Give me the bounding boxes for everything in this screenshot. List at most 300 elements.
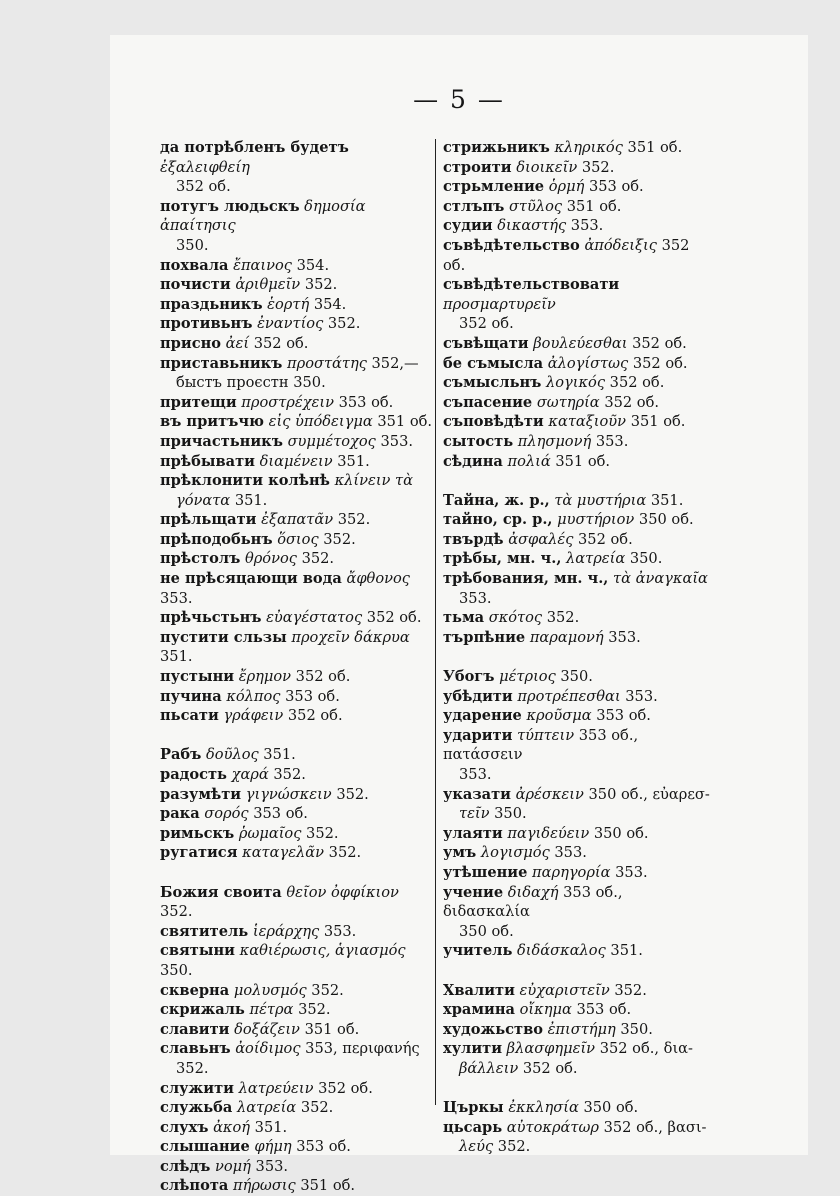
glossary-entry (160, 883, 434, 922)
headword: радость (160, 766, 227, 783)
greek-equivalent: μέτριος (499, 668, 556, 686)
greek-equivalent: ἀεί (225, 334, 250, 352)
page-reference: 352 об. (578, 530, 633, 548)
glossary-entry (443, 412, 713, 432)
headword: слухъ (160, 1118, 209, 1136)
glossary-entry (160, 510, 434, 530)
greek-equivalent: διδαχή (507, 883, 559, 901)
headword: пьсати (160, 707, 219, 725)
page-reference: 353 об. (588, 178, 644, 196)
headword: славити (160, 1020, 230, 1038)
page-reference: 352. (298, 1001, 331, 1019)
headword: ругатися (160, 844, 238, 862)
headword: причастьникъ (160, 432, 283, 450)
page-reference: 351 об. (304, 1020, 360, 1038)
page-reference: 352. (301, 550, 335, 568)
greek-equivalent: ἄφθονος (346, 570, 410, 588)
glossary-entry (160, 295, 434, 315)
page-reference: 352 об. (176, 178, 231, 196)
headword: твърдѣ (443, 530, 504, 548)
glossary-entry (443, 216, 713, 236)
glossary-entry (443, 530, 713, 550)
greek-equivalent: ὅσιος (277, 530, 319, 548)
greek-equivalent: φήμη (254, 1138, 292, 1156)
headword: скрижаль (160, 1001, 245, 1019)
greek-equivalent: προτρέπεσθαι (517, 687, 621, 705)
greek-equivalent: καταγελᾶν (242, 844, 325, 862)
greek-equivalent: διδάσκαλος (517, 942, 606, 960)
page-reference: 353 об. (596, 707, 651, 725)
glossary-entry (443, 863, 713, 883)
glossary-entry (443, 549, 713, 569)
page-reference: 351 об. (377, 413, 433, 431)
glossary-entry (160, 412, 434, 432)
greek-equivalent: οἴκημα (519, 1001, 572, 1019)
glossary-entry (160, 804, 434, 824)
page-reference: 350. (176, 236, 209, 254)
glossary-entry (443, 491, 713, 511)
glossary-entry (443, 354, 713, 374)
page-reference: 350. (560, 668, 593, 686)
glossary-entry (160, 608, 434, 628)
page-reference: 350. (620, 1020, 653, 1038)
greek-equivalent: τὰ ἀναγκαῖα (613, 570, 708, 588)
glossary-entry (160, 1079, 434, 1099)
greek-equivalent: ἐπιστήμη (547, 1020, 616, 1038)
greek-equivalent: λεύς (459, 1138, 494, 1156)
glossary-entry (443, 1039, 713, 1059)
entry-continuation (443, 314, 713, 334)
headword: търпѣние (443, 628, 526, 646)
headword: Рабъ (160, 746, 202, 764)
headword: бе съмысла (443, 354, 544, 372)
headword: учение (443, 883, 504, 901)
glossary-entry (443, 177, 713, 197)
greek-equivalent: εἰς ὑπόδειγμα (268, 413, 373, 431)
glossary-entry (160, 1020, 434, 1040)
greek-equivalent: τύπτειν (517, 726, 575, 744)
headword: похвала (160, 256, 229, 274)
page-reference: 352 об. (604, 393, 660, 411)
page-reference: 353 об., διδασκαλία (443, 883, 623, 921)
glossary-entry (160, 981, 434, 1001)
greek-equivalent: δοῦλος (206, 746, 259, 764)
page-reference: 351. (160, 648, 193, 666)
greek-equivalent: γόνατα (176, 491, 231, 509)
glossary-entry (443, 941, 713, 961)
greek-equivalent: πολιά (507, 452, 551, 470)
greek-equivalent: αὐτοκράτωρ (506, 1118, 599, 1136)
glossary-entry (160, 706, 434, 726)
greek-equivalent: δημοσία ἀπαίτησις (160, 197, 366, 235)
headword: противьнъ (160, 315, 253, 333)
greek-equivalent: κληρικός (554, 139, 623, 156)
page-reference: 353. (380, 432, 413, 450)
glossary-entry (160, 334, 434, 354)
page-reference: 350 об. (459, 922, 514, 940)
headword: слѣдъ (160, 1157, 211, 1175)
page-reference: 351 об. (630, 413, 686, 431)
glossary-entry (160, 1000, 434, 1020)
glossary-entry (160, 393, 434, 413)
glossary-entry (443, 667, 713, 687)
book-page (110, 35, 808, 1195)
greek-equivalent: τεῖν (459, 805, 490, 823)
headword: съповѣдѣти (443, 413, 544, 431)
page-reference: 354. (296, 256, 330, 274)
glossary-entry (160, 765, 434, 785)
greek-equivalent: ἔπαινος (233, 256, 292, 274)
greek-equivalent: ἀπόδειξις (584, 236, 657, 254)
page-reference: 354. (313, 295, 347, 313)
entry-continuation (160, 491, 434, 511)
page-reference: 352 об. (318, 1079, 373, 1097)
page-reference: 353 об. (253, 805, 308, 823)
glossary-entry (443, 608, 713, 628)
greek-equivalent: ἀριθμεῖν (235, 276, 301, 294)
glossary-entry (160, 452, 434, 472)
headword: ударити (443, 726, 513, 744)
greek-equivalent: ἀοίδιμος (235, 1040, 301, 1058)
headword: умъ (443, 844, 477, 862)
greek-equivalent: ῥωμαῖος (238, 824, 302, 842)
page-reference: 352 об. (522, 1059, 578, 1077)
glossary-entry (160, 354, 434, 374)
glossary-entry (160, 1176, 434, 1196)
headword: святыни (160, 942, 235, 960)
glossary-entry (443, 197, 713, 217)
headword: улаяти (443, 824, 503, 842)
headword: Тайна, ж. р., (443, 491, 550, 509)
page-reference: 353. (608, 628, 641, 646)
headword: притещи (160, 393, 237, 411)
headword: слышание (160, 1138, 250, 1156)
headword: да потрѣбленъ будетъ (160, 139, 349, 156)
page-reference: 350. (160, 961, 193, 979)
greek-equivalent: σκότος (488, 609, 543, 627)
glossary-entry (443, 883, 713, 922)
section-gap (443, 647, 713, 667)
headword: сѣдина (443, 452, 503, 470)
headword: пустити сльзы (160, 628, 287, 646)
headword: праздьникъ (160, 295, 263, 313)
headword: строити (443, 158, 512, 176)
headword: скверна (160, 981, 230, 999)
glossary-entry (443, 628, 713, 648)
page-reference: 352. (336, 785, 369, 803)
entry-continuation (443, 1059, 713, 1079)
glossary-entry (443, 275, 713, 314)
page-reference: 352. (581, 158, 615, 176)
headword: Хвалити (443, 981, 515, 999)
greek-equivalent: δικαστής (497, 217, 567, 235)
entry-continuation (160, 1059, 434, 1079)
greek-equivalent: κροῦσμα (526, 707, 592, 725)
page-reference: 352 об. (443, 236, 690, 274)
greek-equivalent: διοικεῖν (516, 158, 578, 176)
headword: утѣшение (443, 863, 528, 881)
greek-equivalent: λατρεία (237, 1099, 297, 1117)
glossary-entry (443, 1118, 713, 1138)
glossary-entry (443, 726, 713, 765)
glossary-entry (160, 785, 434, 805)
headword: прѣстолъ (160, 550, 241, 568)
page-reference: 352. (337, 511, 371, 529)
glossary-entry (443, 373, 713, 393)
headword: славьнъ (160, 1040, 231, 1058)
page-reference: 351 об. (627, 139, 683, 156)
glossary-entry (160, 569, 434, 608)
headword: учитель (443, 942, 513, 960)
headword: прѣбывати (160, 452, 255, 470)
page-reference: 351. (337, 452, 370, 470)
greek-equivalent: διαμένειν (259, 452, 333, 470)
glossary-entry (160, 824, 434, 844)
page-reference: 352. (323, 530, 356, 548)
headword: трѣбы, мн. ч., (443, 550, 562, 568)
page-number: — 5 — (413, 85, 505, 114)
page-reference: 353, περιφανής (305, 1040, 420, 1058)
page-reference: 351 об. (555, 452, 611, 470)
greek-equivalent: ἀλογίστως (547, 354, 629, 372)
page-reference: 352. (304, 276, 338, 294)
greek-equivalent: δοξάζειν (234, 1020, 300, 1038)
page-reference: 353. (570, 217, 604, 235)
entry-continuation (160, 177, 434, 197)
glossary-entry (160, 256, 434, 276)
headword: трѣбования, мн. ч., (443, 570, 609, 588)
page-reference: 353. (323, 922, 357, 940)
headword: служити (160, 1079, 234, 1097)
greek-equivalent: βουλεύεσθαι (533, 334, 628, 352)
headword: не прѣсяцающи вода (160, 570, 342, 588)
page-reference: 352. (306, 824, 339, 842)
page-reference: 350 об., εὐαρεσ- (588, 785, 710, 803)
page-reference: 352 об. (287, 707, 343, 725)
page-reference: 350 об. (583, 1099, 639, 1117)
glossary-entry (160, 628, 434, 667)
greek-equivalent: καθιέρωσις, ἁγιασμός (239, 942, 406, 960)
greek-equivalent: νομή (215, 1157, 251, 1175)
page-reference: 351. (610, 942, 643, 960)
greek-equivalent: ἱεράρχης (252, 922, 320, 940)
column-divider (435, 139, 436, 1105)
entry-continuation (443, 922, 713, 942)
page-reference: 353 об. (576, 1001, 632, 1019)
greek-equivalent: ἀσφαλές (508, 530, 574, 548)
greek-equivalent: ἐξαπατᾶν (261, 511, 334, 529)
greek-equivalent: καταξιοῦν (548, 413, 627, 431)
glossary-entry (160, 314, 434, 334)
entry-continuation (443, 589, 713, 609)
headword: Църкы (443, 1099, 504, 1117)
page-reference: 350. (629, 550, 663, 568)
glossary-entry (160, 197, 434, 236)
greek-equivalent: θρόνος (244, 550, 297, 568)
glossary-entry (160, 1137, 434, 1157)
headword: хулити (443, 1040, 503, 1058)
greek-equivalent: προσμαρτυρεῖν (443, 295, 556, 313)
greek-equivalent: συμμέτοχος (287, 432, 376, 450)
greek-equivalent: ὁρμή (548, 178, 585, 196)
page-reference: 352 об. (632, 354, 688, 372)
page-reference: 352. (497, 1138, 531, 1156)
page-reference: 353 об. (338, 393, 394, 411)
section-gap (443, 471, 713, 491)
headword: слѣпота (160, 1177, 229, 1195)
glossary-entry (160, 1118, 434, 1138)
headword: приставьникъ (160, 354, 283, 372)
greek-equivalent: σορός (204, 805, 249, 823)
page-reference: 350. (494, 805, 527, 823)
headword: въ притъчю (160, 413, 265, 431)
page-reference: 350 об. (638, 511, 694, 529)
page-reference: 351. (234, 491, 268, 509)
glossary-entry (160, 687, 434, 707)
page-reference: 351. (263, 746, 296, 764)
greek-equivalent: πήρωσις (233, 1177, 296, 1195)
page-reference: 352 об. (366, 609, 422, 627)
greek-equivalent: κόλπος (226, 687, 281, 705)
entry-continuation (160, 373, 434, 393)
headword: святитель (160, 922, 249, 940)
glossary-entry (443, 981, 713, 1001)
greek-equivalent: πλησμονή (517, 432, 592, 450)
greek-equivalent: μολυσμός (233, 981, 307, 999)
glossary-entry (160, 1098, 434, 1118)
page-reference: 351 об. (300, 1177, 356, 1195)
greek-equivalent: γράφειν (223, 707, 284, 725)
headword: стрьмление (443, 178, 545, 196)
glossary-entry (160, 843, 434, 863)
headword: стлъпъ (443, 197, 505, 215)
glossary-entry (160, 745, 434, 765)
page-reference: 353. (615, 863, 648, 881)
right-column (443, 138, 713, 1157)
glossary-entry (160, 922, 434, 942)
glossary-entry (443, 824, 713, 844)
headword: пустыни (160, 668, 235, 686)
page-reference: 353. (625, 687, 658, 705)
glossary-entry (443, 452, 713, 472)
page-reference: 351. (650, 491, 684, 509)
headword: рака (160, 805, 200, 823)
greek-equivalent: λατρεύειν (238, 1079, 314, 1097)
page-reference: 352. (311, 981, 344, 999)
page-reference: 353. (160, 589, 193, 607)
page-reference: 352. (328, 844, 362, 862)
headword: прѣподобьнъ (160, 530, 273, 548)
headword: прѣльщати (160, 511, 257, 529)
headword: цьсарь (443, 1118, 503, 1136)
page-reference: 352 об. (253, 334, 309, 352)
glossary-entry (443, 1000, 713, 1020)
section-gap (160, 726, 434, 746)
page-reference: 351 об. (566, 197, 622, 215)
greek-equivalent: βάλλειν (459, 1059, 519, 1077)
greek-equivalent: ἐναντίος (257, 315, 324, 333)
headword: тьма (443, 609, 485, 627)
greek-equivalent: θεῖον ὀφφίκιον (286, 883, 399, 901)
glossary-entry (160, 432, 434, 452)
greek-equivalent: προστρέχειν (241, 393, 334, 411)
page-reference: 352. (546, 609, 580, 627)
glossary-entry (160, 471, 434, 491)
greek-equivalent: γιγνώσκειν (245, 785, 332, 803)
glossary-entry (443, 687, 713, 707)
headword: съвѣдѣтельствовати (443, 276, 620, 294)
page-reference: 353 об. (296, 1138, 351, 1156)
headword: разумѣти (160, 785, 242, 803)
glossary-entry (443, 158, 713, 178)
page-reference: 352,— (371, 354, 419, 372)
greek-equivalent: ἐκκλησία (508, 1099, 579, 1117)
headword: служьба (160, 1099, 233, 1117)
headword: съмысльнъ (443, 374, 542, 392)
greek-equivalent: λογισμός (480, 844, 550, 862)
greek-equivalent: λογικός (546, 374, 606, 392)
headword: пучина (160, 687, 222, 705)
headword: римьскъ (160, 824, 235, 842)
page-reference: 350 об. (593, 824, 649, 842)
greek-equivalent: παρηγορία (532, 863, 611, 881)
glossary-entry (160, 275, 434, 295)
greek-equivalent: χαρά (231, 766, 269, 783)
headword: съвѣдѣтельство (443, 236, 580, 254)
headword: съвѣщати (443, 334, 529, 352)
greek-equivalent: προστάτης (287, 354, 367, 372)
glossary-entry (160, 549, 434, 569)
page-reference: 352 об. (632, 334, 687, 352)
headword: потугъ людьскъ (160, 197, 300, 215)
greek-equivalent: παγιδεύειν (507, 824, 590, 842)
left-column (160, 138, 434, 1196)
page-reference: 353. (595, 432, 629, 450)
glossary-entry (160, 1039, 434, 1059)
glossary-entry (160, 667, 434, 687)
page-reference: 353 об., πατάσσειν (443, 726, 639, 764)
page-reference: 353 об. (285, 687, 340, 705)
entry-continuation (443, 765, 713, 785)
page-reference: 352. (160, 903, 193, 921)
entry-continuation (443, 804, 713, 824)
headword: присно (160, 334, 222, 352)
headword: храмина (443, 1001, 515, 1019)
headword: стрижьникъ (443, 139, 550, 156)
headword: ударение (443, 707, 522, 725)
greek-equivalent: βλασφημεῖν (506, 1040, 596, 1058)
glossary-entry (160, 138, 434, 177)
glossary-entry (443, 432, 713, 452)
glossary-entry (443, 785, 713, 805)
headword: художьство (443, 1020, 543, 1038)
greek-equivalent: τὰ μυστήρια (554, 491, 647, 509)
page-reference: 352 об. (295, 668, 351, 686)
section-gap (443, 961, 713, 981)
page-reference: 353. (554, 844, 587, 862)
glossary-entry (443, 1098, 713, 1118)
glossary-entry (443, 510, 713, 530)
glossary-entry (443, 236, 713, 275)
greek-equivalent: εὐχαριστεῖν (519, 981, 610, 999)
page-reference: 352. (273, 766, 306, 783)
headword: Божия своита (160, 883, 282, 901)
glossary-entry (443, 1020, 713, 1040)
page-reference: 352 об., δια- (599, 1040, 693, 1058)
greek-equivalent: προχεῖν δάκρυα (291, 628, 410, 646)
glossary-entry (443, 393, 713, 413)
headword: указати (443, 785, 511, 803)
